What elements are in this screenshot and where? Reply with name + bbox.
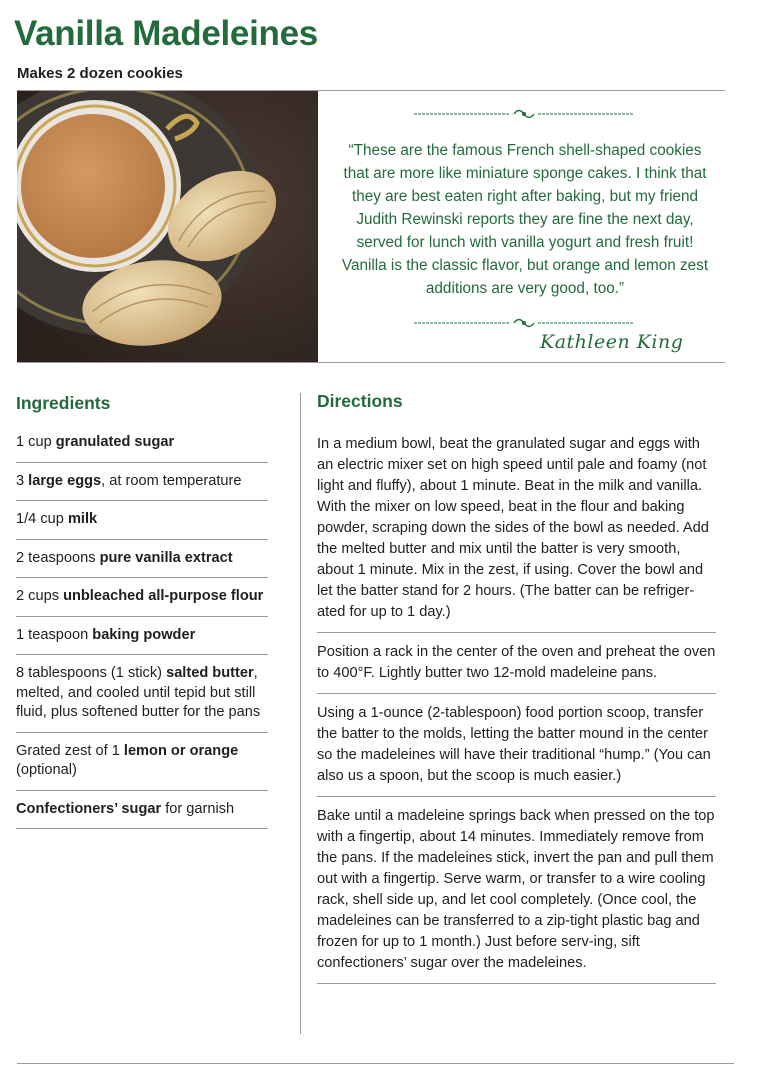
ingredient-item	[16, 617, 268, 656]
author-quote: “These are the famous French shell-shaped cookies that are more like miniature sponge cakes. I think that they are best eaten right after baking, but my friend Judith Rewinski reports they are fine the next day, served for lunch with vanilla yogurt and fresh fruit! Vanilla is the classic flavor, but orange and lemon zest additions are very good, too.”	[341, 142, 709, 297]
ingredient-note: (optional)	[16, 762, 77, 778]
ingredient-note: for garnish	[161, 800, 235, 817]
ingredient-item	[16, 501, 268, 540]
ingredient-quantity: Grated zest of 1	[16, 742, 124, 759]
recipe-photo	[17, 91, 318, 362]
ingredient-quantity: 2 cups	[16, 588, 64, 604]
column-divider	[300, 393, 301, 1034]
tea-and-madeleines-image	[17, 91, 318, 362]
recipe-yield: Makes 2 dozen cookies	[17, 65, 183, 82]
ingredients-list	[16, 424, 268, 829]
ingredient-item	[16, 463, 268, 502]
direction-step: Bake until a madeleine springs back when pressed on the top with a fingertip, about 14 minutes. Immediately remove from the pans. If the madeleines stick, invert the pan and pull them out with a fingertip. Serve warm, or transfer to a wire cooling rack, shell side up, and let cool completely. (Once cool, the madeleines can be transferred to a zip-tight plastic bag and frozen for up to 1 month.) Just before serv-ing, sift confectioners’ sugar over the madeleines.	[317, 797, 716, 984]
ingredient-note: , at room temperature	[101, 472, 242, 489]
ingredient-note: , melted, and cooled until tepid but still fluid, plus softened butter for the pans	[16, 665, 261, 720]
author-signature: Kathleen King	[540, 331, 684, 353]
ingredient-name: salted butter	[166, 665, 254, 681]
ingredient-item	[16, 540, 268, 579]
ingredient-item	[16, 424, 268, 463]
ingredient-name: baking powder	[92, 626, 196, 643]
ingredient-name: unbleached all-purpose flour	[63, 588, 264, 604]
directions-list	[317, 424, 716, 984]
direction-step: Using a 1-ounce (2-tablespoon) food portion scoop, transfer the batter to the molds, letting the batter mound in the center so the madeleines will have their traditional “hump.” (You can also us a spoon, but the scoop is much easier.)	[317, 694, 716, 797]
ingredient-name: granulated sugar	[55, 434, 175, 450]
ingredient-quantity: 1 teaspoon	[16, 626, 93, 643]
ingredient-name: milk	[67, 511, 98, 527]
ingredient-name: pure vanilla extract	[99, 549, 233, 566]
ingredient-name: lemon or orange	[123, 742, 239, 759]
ingredient-item	[16, 655, 268, 733]
photo-divider	[17, 362, 725, 363]
ingredient-name: large eggs	[28, 472, 102, 489]
flourish-ornament-bottom	[414, 316, 634, 330]
ingredient-quantity: 1 cup	[16, 434, 56, 450]
ingredient-item	[16, 733, 268, 791]
ingredient-item	[16, 578, 268, 617]
ingredient-quantity: 2 teaspoons	[16, 549, 100, 566]
ingredient-quantity: 3	[16, 472, 29, 489]
directions-heading: Directions	[317, 391, 403, 411]
flourish-ornament-top	[414, 107, 634, 121]
ingredient-quantity: 8 tablespoons (1 stick)	[16, 665, 167, 681]
recipe-title: Vanilla Madeleines	[14, 14, 318, 53]
bottom-divider	[17, 1063, 734, 1064]
ingredient-name: Confectioners’ sugar	[16, 800, 162, 817]
ingredient-quantity: 1/4 cup	[16, 511, 68, 527]
ingredient-item	[16, 791, 268, 830]
direction-step: Position a rack in the center of the oven and preheat the oven to 400°F. Lightly butter two 12-mold madeleine pans.	[317, 633, 716, 694]
direction-step: In a medium bowl, beat the granulated sugar and eggs with an electric mixer set on high speed until pale and foamy (not light and fluffy), about 1 minute. Beat in the milk and vanilla. With the mixer on low speed, beat in the flour and baking powder, scraping down the sides of the bowl as needed. Add the melted butter and mix until the batter is very smooth, about 1 minute. Mix in the zest, if using. Cover the bowl and let the batter stand for 2 hours. (The batter can be refriger-ated for up to 1 day.)	[317, 424, 716, 633]
quote-panel	[318, 91, 725, 362]
ingredients-heading: Ingredients	[16, 393, 111, 413]
